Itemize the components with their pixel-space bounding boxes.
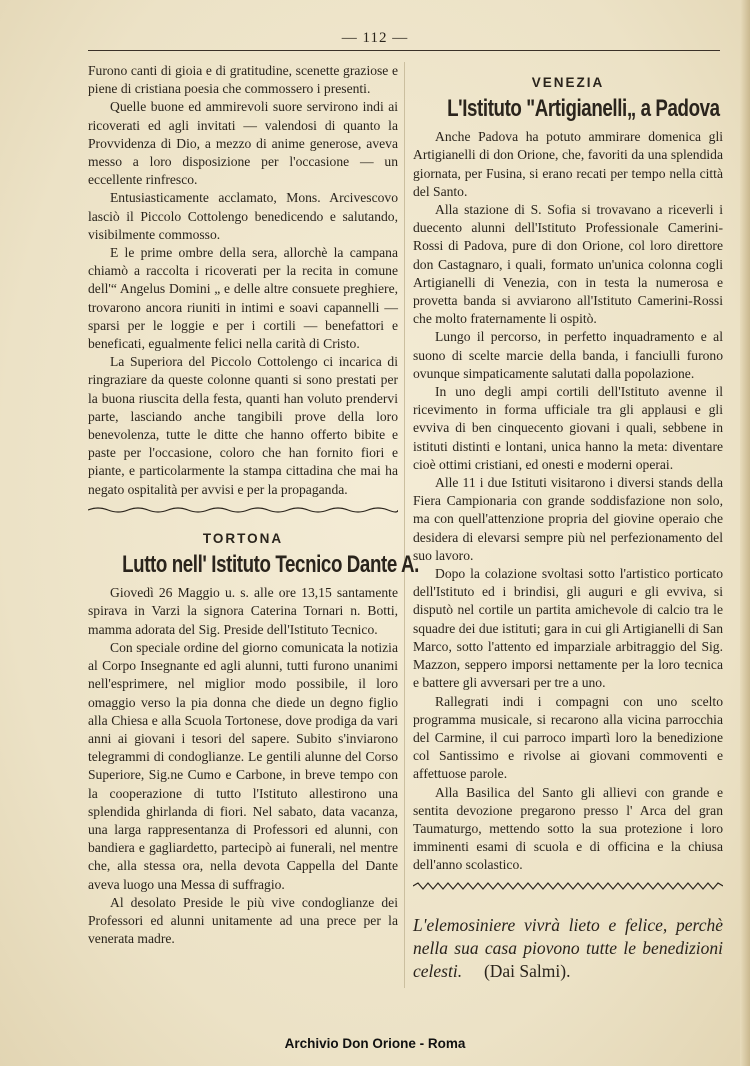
archive-footer: Archivio Don Orione - Roma — [284, 1036, 466, 1051]
page-edge — [740, 0, 750, 1066]
tortona-paragraph: Giovedì 26 Maggio u. s. alle ore 13,15 santamente spirava in Varzi la signora Caterina Tornari n. Botti, mamma adorata del Sig. Preside dell'Istituto Tecnico. — [88, 585, 398, 637]
venezia-paragraph: Rallegrati indi i compagni con uno scelto programma musicale, si recarono alla vicina parrocchia del Carmine, il cui parroco impartì loro la benedizione col Santissimo e rivolse ai giovani commoventi e affettuose parole. — [413, 693, 723, 782]
intro-paragraph: Entusiasticamente acclamato, Mons. Arcivescovo lasciò il Piccolo Cottolengo benedicendo e salutando, visibilmente commosso. — [88, 190, 398, 242]
quote-text: L'elemosiniere vivrà lieto e felice, perchè nella sua casa piovono tutte le benedizioni celesti. — [413, 914, 723, 981]
section-label-tortona: TORTONA — [202, 531, 284, 547]
intro-paragraph: La Superiora del Piccolo Cottolengo ci incarica di ringraziare da queste colonne quanti si sono prestati per la buona riuscita della festa, quanti han voluto prendervi parte, lasciando anche tangibili prove della loro benevolenza, tutte le ditte che hanno offerto bibite e paste per l'occasione, coloro che han fornito fiori e piante, e particolarmente la stampa cittadina che mai ha negato ospitalità per avvisi e per la propaganda. — [88, 354, 398, 497]
intro-paragraph: E le prime ombre della sera, allorchè la campana chiamò a raccolta i ricoverati per la recita in comune dell'“ Angelus Domini „ e delle altre consuete preghiere, trovarono ancora riuniti in intimi e soavi capannelli — sparsi per le loggie e per i cortili — benefattori e beneficati, egualmente felici nella carità di Cristo. — [88, 245, 398, 352]
venezia-paragraph: Alla stazione di S. Sofia si trovavano a riceverli i duecento alunni dell'Istituto Professionale Camerini-Rossi di Padova, pure di don Orione, col loro direttore don Castagnaro, i quali, formato un'unica colonna cogli Artigianelli di Venezia, con in testa la numerosa e provetta banda si avviarono all'Istituto Camerini-Rossi che molto fraternamente li ospitò. — [413, 202, 723, 327]
page-number: — 112 — — [341, 30, 409, 46]
venezia-paragraph: Anche Padova ha potuto ammirare domenica gli Artigianelli di don Orione, che, favoriti da una splendida giornata, per Fusina, si erano recati per tempo nella città del Santo. — [413, 129, 723, 199]
intro-paragraph: Furono canti di gioia e di gratitudine, scenette graziose e piene di cristiana poesia che commossero i presenti. — [88, 63, 398, 97]
left-column — [88, 62, 419, 948]
headline-tortona: Lutto nell' Istituto Tecnico Dante A. — [122, 551, 419, 579]
section-label-venezia: VENEZIA — [531, 75, 605, 90]
tortona-paragraph: Al desolato Preside le più vive condoglianze dei Professori ed alunni unitamente ad una prece per la venerata madre. — [88, 894, 398, 947]
venezia-paragraph: Lungo il percorso, in perfetto inquadramento e al suono di scelte marcie della banda, i fanciulli furono ovunque simpaticamente salutati dalla popolazione. — [413, 329, 723, 381]
column-divider — [404, 62, 405, 988]
venezia-paragraph: In uno degli ampi cortili dell'Istituto avenne il ricevimento in forma ufficiale tra gli applausi e gli evviva di ben cinquecento giovani i quali, sebbene in istituti distinti e lontani, unica hanno la meta: diventare cioè ottimi cristiani, ed onesti e moderni operai. — [413, 384, 723, 472]
quote-source: (Dai Salmi). — [483, 960, 571, 981]
venezia-paragraph: Alle 11 i due Istituti visitarono i diversi stands della Fiera Campionaria con grande soddisfazione non solo, ma con quell'attenzione propria del giovine operaio che desidera di elevarsi sempre più nel perfezionamento del suo lavoro. — [413, 475, 723, 563]
tortona-paragraph: Con speciale ordine del giorno comunicata la notizia al Corpo Insegnante ed agli alunni, tutti furono unanimi nell'esprimere, nel miglior modo possibile, il loro omaggio verso la pia donna che diede un degno figlio alla Chiesa e alla Scuola Tortonese, dove prodiga da vari anni ai giovani i tesori del sapere. Subito s'inviarono telegrammi di condoglianze. Le gentili alunne del Corso Superiore, Sig.ne Cumo e Carbone, in breve tempo con la cooperazione di tutto l'Istituto allestirono una splendida ghirlanda di fiori. Nel sabato, data vacanza, una larga rappresentanza di Professori ed alunni, con bandiera e gagliardetto, partecipò ai funerali, nel mentre che, alla stessa ora, nella devota Cappella del Dante aveva luogo una Messa di suffragio. — [88, 639, 398, 892]
header-rule — [88, 50, 720, 51]
intro-paragraph: Quelle buone ed ammirevoli suore servirono indi ai ricoverati ed agli invitati — valendosi di quanto la Provvidenza di Dio, a mezzo di anime generose, aveva messo a loro disposizione per l'occasione — un eccellente rinfresco. — [88, 99, 398, 188]
wavy-divider — [88, 505, 398, 515]
venezia-paragraph: Dopo la colazione svoltasi sotto l'artistico porticato dell'Istituto ed i brindisi, gli auguri e gli evviva, si disputò nel cortile un partita amichevole di calcio tra le squadre dei due istituti; gara in cui gli Artigianelli di San Marco, sotto l'attento ed imparziale arbitraggio del Sig. Mazzon, seppero imporsi nettamente per la loro tecnica e battere gli avversari per tre a uno. — [413, 566, 723, 691]
venezia-paragraph: Alla Basilica del Santo gli allievi con grande e sentita devozione pregarono presso l' Arca del gran Taumaturgo, mettendo sotto la sua protezione i loro imminenti esami di scuola e di officina e la chiusa dell'anno scolastico. — [413, 784, 723, 873]
headline-venezia: L'Istituto "Artigianelli„ a Padova — [447, 95, 720, 123]
psalm-quote — [413, 914, 723, 983]
ornamental-divider — [413, 881, 723, 891]
right-column — [413, 62, 723, 983]
